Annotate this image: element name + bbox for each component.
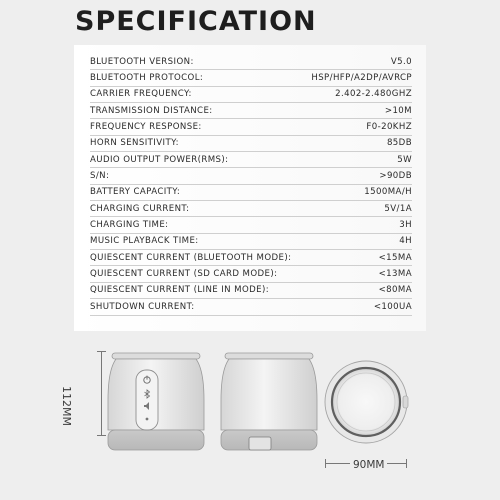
- height-dimension-line: [101, 351, 102, 436]
- spec-value: <15MA: [378, 252, 412, 263]
- spec-value: 3H: [399, 220, 412, 231]
- speaker-front-view: [108, 353, 204, 450]
- spec-value: 85DB: [386, 138, 412, 149]
- spec-value: 5V/1A: [384, 203, 412, 214]
- spec-label: HORN SENSITIVITY:: [90, 138, 179, 149]
- spec-label: QUIESCENT CURRENT (SD CARD MODE):: [90, 269, 278, 280]
- spec-label: BLUETOOTH VERSION:: [90, 56, 194, 67]
- spec-label: BLUETOOTH PROTOCOL:: [90, 73, 204, 84]
- spec-value: <100UA: [373, 301, 412, 312]
- speaker-side-view: [221, 353, 317, 450]
- spec-label: QUIESCENT CURRENT (LINE IN MODE):: [90, 285, 270, 296]
- indicator-light: [146, 418, 149, 421]
- spec-value: V5.0: [390, 56, 412, 67]
- spec-value: 1500MA/H: [364, 187, 412, 198]
- spec-value: 4H: [399, 236, 412, 247]
- spec-value: 2.402-2.480GHZ: [335, 89, 412, 100]
- spec-value: HSP/HFP/A2DP/AVRCP: [311, 73, 412, 84]
- spec-value: 5W: [397, 154, 412, 165]
- spec-label: CARRIER FREQUENCY:: [90, 89, 192, 100]
- spec-label: BATTERY CAPACITY:: [90, 187, 181, 198]
- port-cover: [249, 437, 271, 450]
- height-label: 112MM: [60, 386, 73, 426]
- spec-value: >10M: [384, 105, 412, 116]
- spec-label: FREQUENCY RESPONSE:: [90, 122, 202, 133]
- strap-loop: [403, 396, 408, 408]
- spec-label: CHARGING CURRENT:: [90, 203, 190, 214]
- spec-label: CHARGING TIME:: [90, 220, 169, 231]
- spec-value: F0-20KHZ: [366, 122, 412, 133]
- speaker-top-view: [325, 361, 408, 443]
- width-label: 90MM: [350, 459, 387, 471]
- spec-label: QUIESCENT CURRENT (BLUETOOTH MODE):: [90, 252, 292, 263]
- spec-value: <13MA: [378, 269, 412, 280]
- page-title: SPECIFICATION: [75, 6, 317, 37]
- spec-label: S/N:: [90, 171, 110, 182]
- spec-label: AUDIO OUTPUT POWER(RMS):: [90, 154, 229, 165]
- spec-value: >90DB: [379, 171, 412, 182]
- spec-label: SHUTDOWN CURRENT:: [90, 301, 195, 312]
- spec-value: <80MA: [378, 285, 412, 296]
- spec-label: TRANSMISSION DISTANCE:: [90, 105, 213, 116]
- spec-label: MUSIC PLAYBACK TIME:: [90, 236, 199, 247]
